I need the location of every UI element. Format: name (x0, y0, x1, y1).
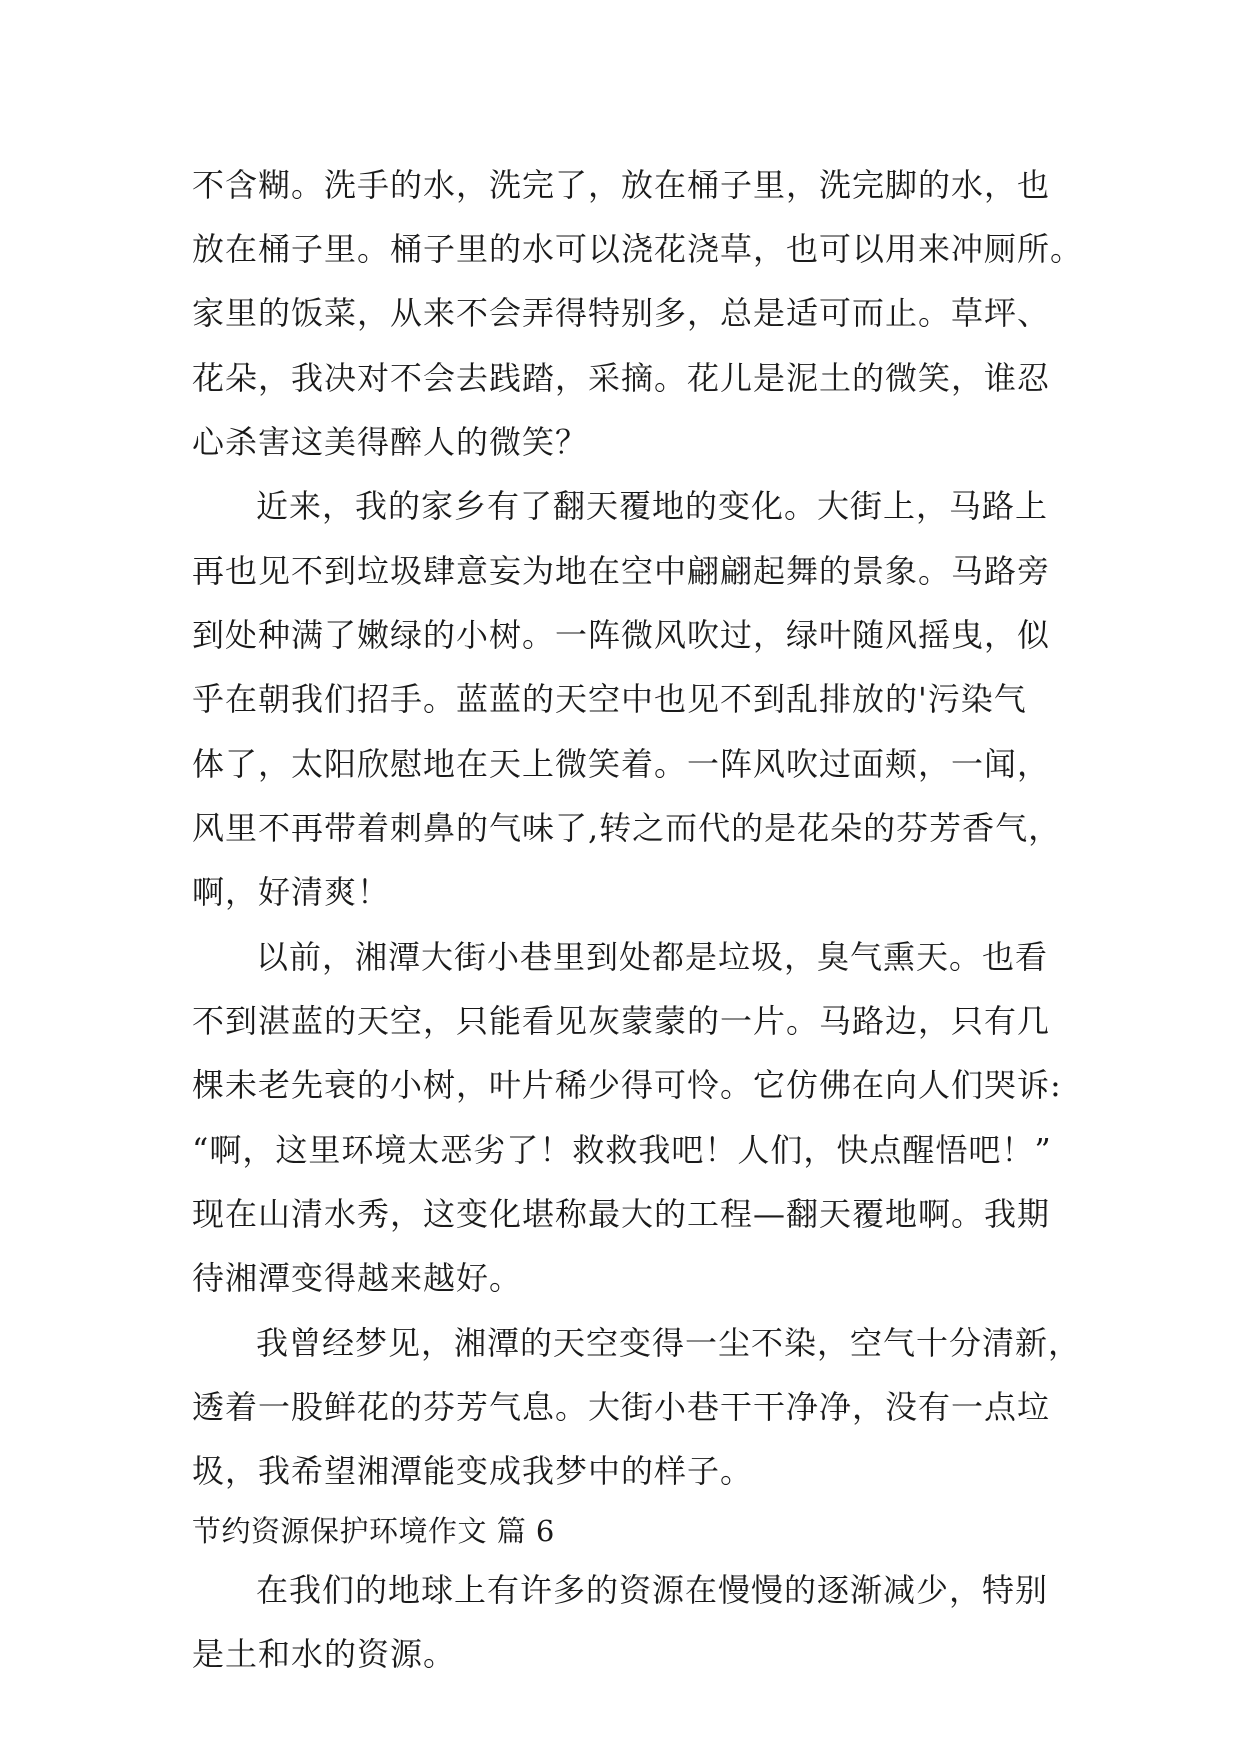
text-line: 心杀害这美得醉人的微笑？ (192, 423, 589, 461)
text-line: 不到湛蓝的天空，只能看见灰蒙蒙的一片。马路边，只有几 (192, 1002, 1051, 1040)
paragraph-first-line: 近来，我的家乡有了翻天覆地的变化。大街上，马路上 (256, 487, 1049, 525)
text-line: 到处种满了嫩绿的小树。一阵微风吹过，绿叶随风摇曳，似 (192, 616, 1051, 654)
section-heading: 节约资源保护环境作文 篇 6 (192, 1514, 555, 1548)
text-line: 家里的饭菜，从来不会弄得特别多，总是适可而止。草坪、 (192, 294, 1051, 332)
text-line: 待湘潭变得越来越好。 (192, 1259, 523, 1297)
text-line: “啊，这里环境太恶劣了！救救我吧！人们，快点醒悟吧！” (192, 1131, 1052, 1169)
text-line: 放在桶子里。桶子里的水可以浇花浇草，也可以用来冲厕所。 (192, 230, 1084, 268)
text-line: 风里不再带着刺鼻的气味了,转之而代的是花朵的芬芳香气， (192, 809, 1062, 847)
text-line: 是土和水的资源。 (192, 1635, 457, 1673)
text-line: 圾，我希望湘潭能变成我梦中的样子。 (192, 1452, 754, 1490)
text-line: 棵未老先衰的小树，叶片稀少得可怜。它仿佛在向人们哭诉: (192, 1066, 1062, 1104)
text-line: 啊，好清爽！ (192, 873, 391, 911)
text-line: 再也见不到垃圾肆意妄为地在空中翩翩起舞的景象。马路旁 (192, 552, 1051, 590)
paragraph-first-line: 在我们的地球上有许多的资源在慢慢的逐渐减少，特别 (256, 1571, 1049, 1609)
paragraph-first-line: 我曾经梦见，湘潭的天空变得一尘不染，空气十分清新， (256, 1324, 1082, 1362)
paragraph-first-line: 以前，湘潭大街小巷里到处都是垃圾，臭气熏天。也看 (256, 938, 1049, 976)
text-line: 乎在朝我们招手。蓝蓝的天空中也见不到乱排放的'污染气 (192, 680, 1027, 718)
text-line: 现在山清水秀，这变化堪称最大的工程—翻天覆地啊。我期 (192, 1195, 1051, 1233)
text-line: 花朵，我决对不会去践踏，采摘。花儿是泥土的微笑，谁忍 (192, 359, 1051, 397)
text-line: 体了，太阳欣慰地在天上微笑着。一阵风吹过面颊，一闻， (192, 745, 1051, 783)
text-line: 不含糊。洗手的水，洗完了，放在桶子里，洗完脚的水，也 (192, 166, 1051, 204)
text-line: 透着一股鲜花的芬芳气息。大街小巷干干净净，没有一点垃 (192, 1388, 1051, 1426)
